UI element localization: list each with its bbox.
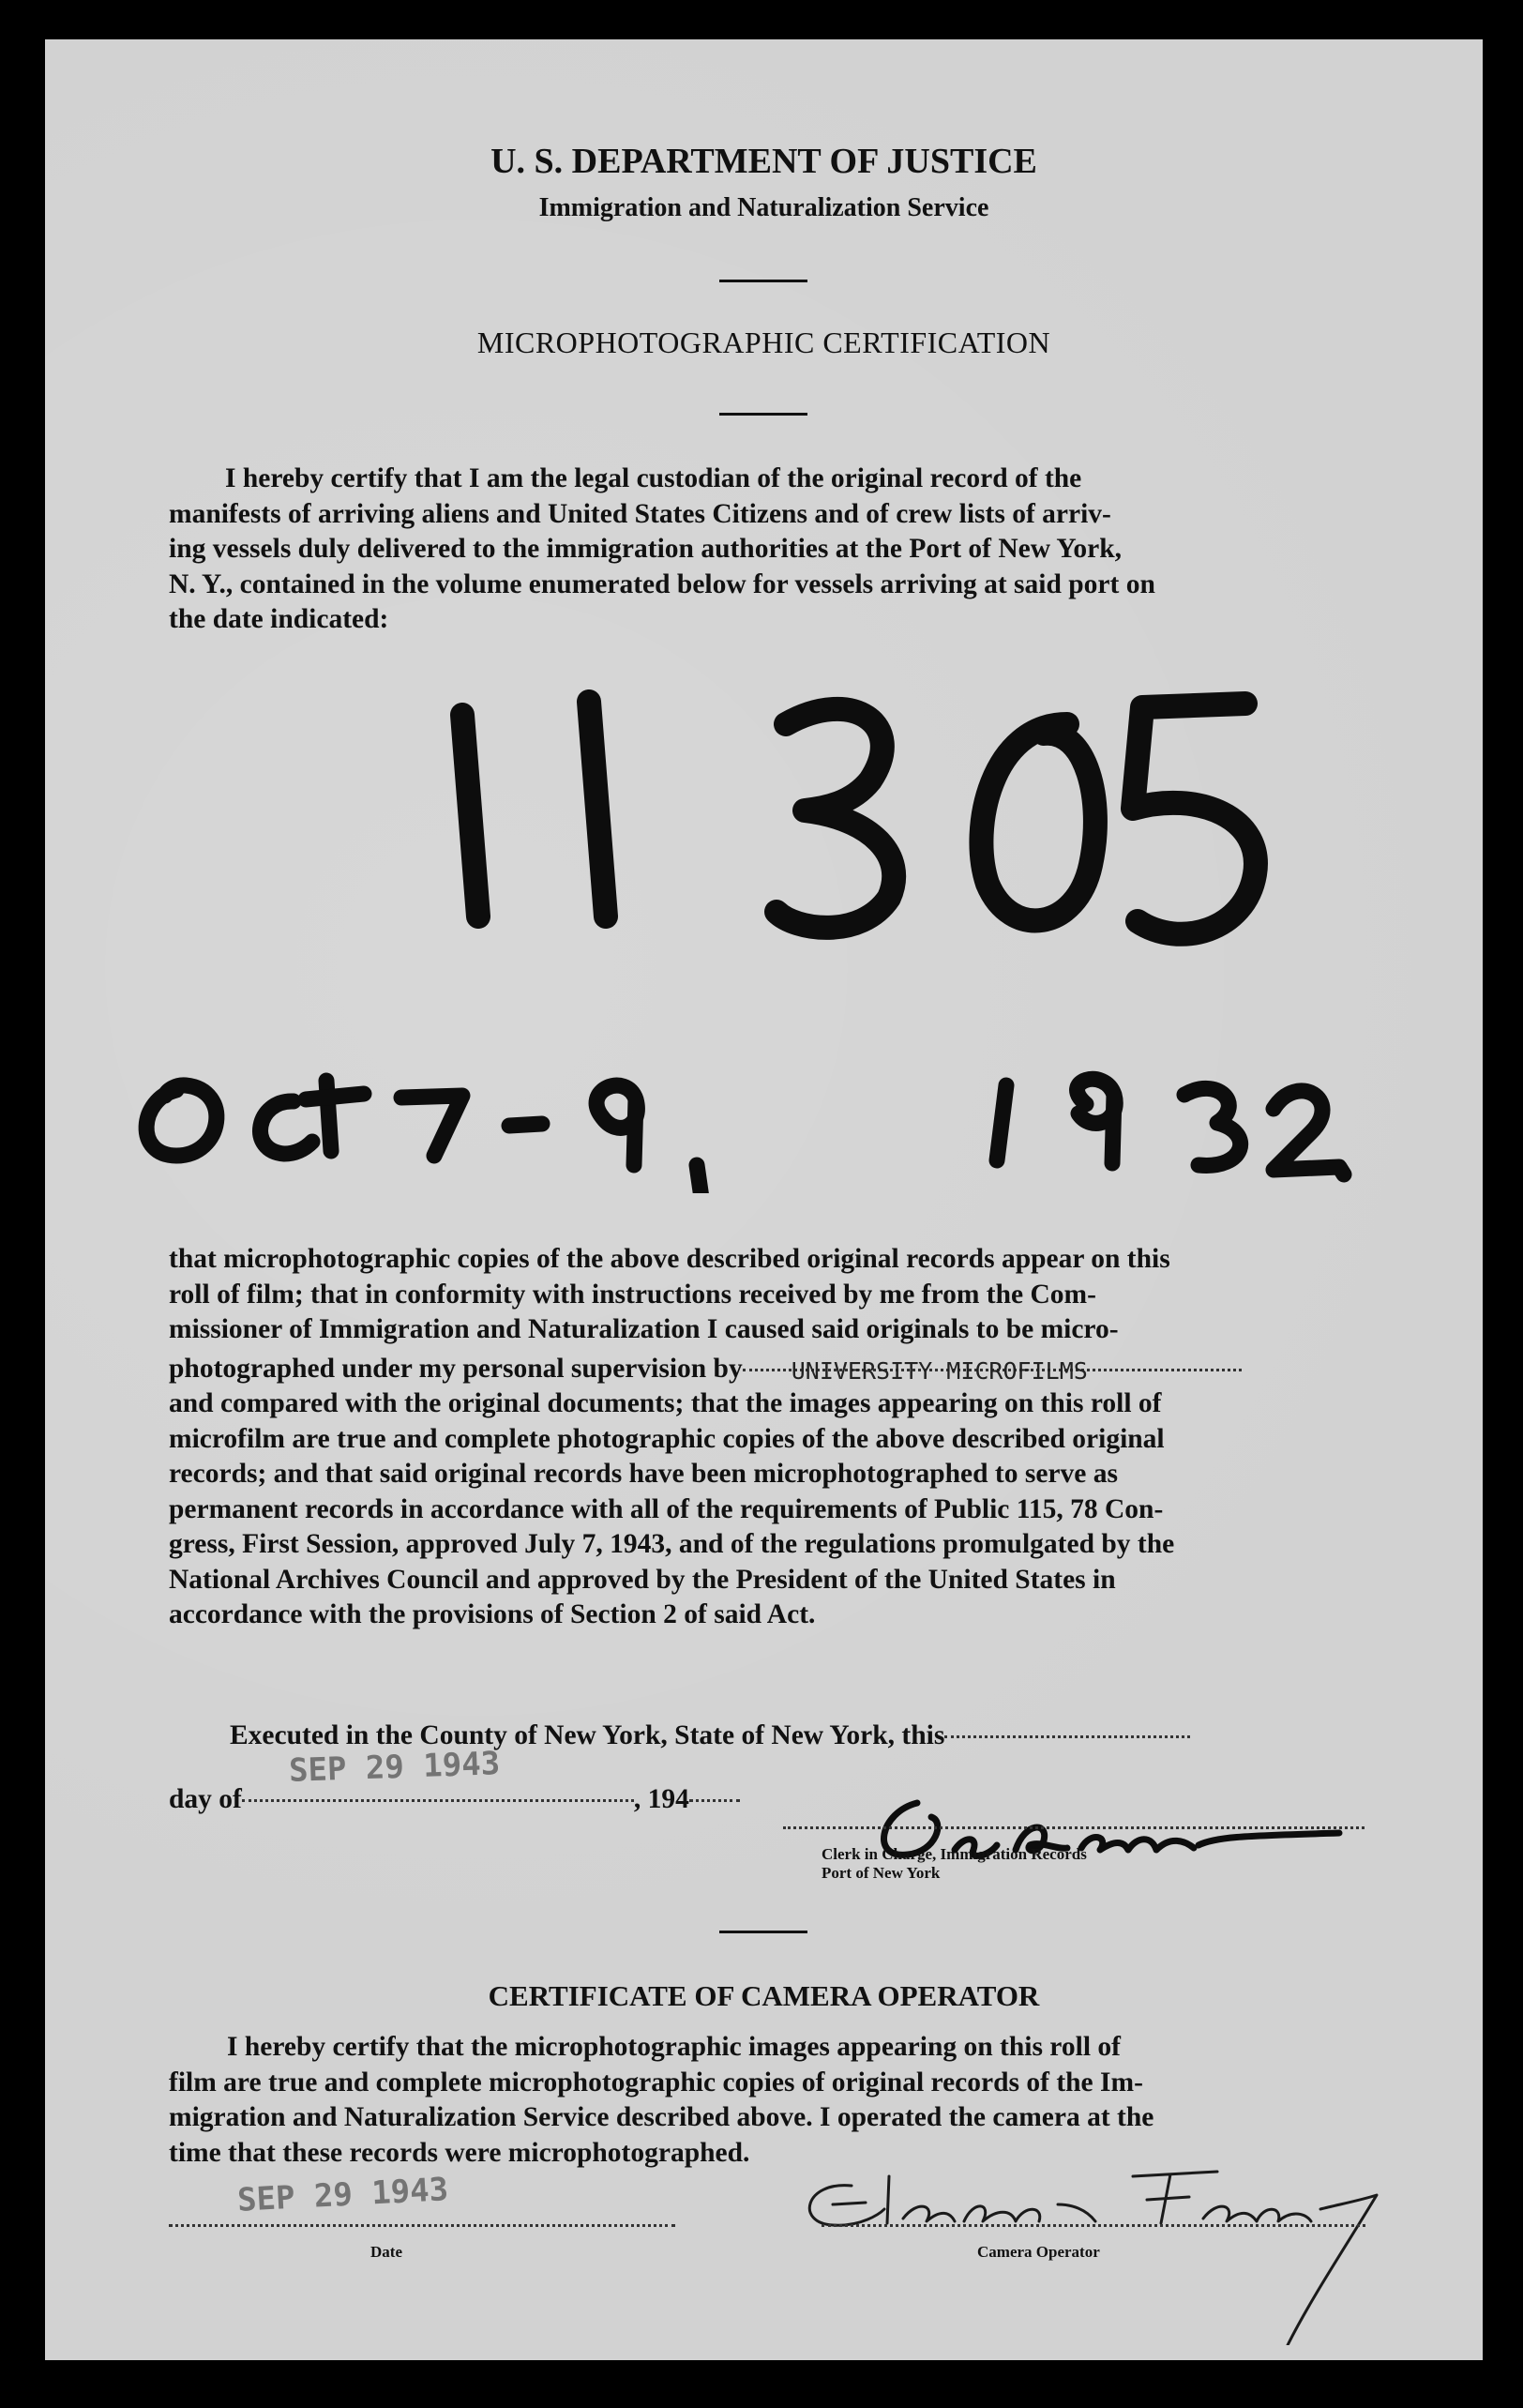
executed-text: Executed in the County of New York, State of New York, this <box>230 1720 945 1750</box>
year-suffix-field <box>689 1799 740 1802</box>
camera-paragraph <box>169 2030 1362 2171</box>
body-line: that microphotographic copies of the above described original records appear on this <box>169 1244 1170 1274</box>
date-signature-line <box>169 2224 675 2227</box>
intro-line: ing vessels duly delivered to the immigration authorities at the Port of New York, <box>169 534 1123 564</box>
supervision-label: photographed under my personal supervision by <box>169 1353 743 1384</box>
header-divider <box>719 280 807 282</box>
camera-line: migration and Naturalization Service described above. I operated the camera at the <box>169 2102 1154 2132</box>
operator-label: Camera Operator <box>977 2243 1100 2261</box>
body-line: National Archives Council and approved by the President of the United States in <box>169 1564 1116 1595</box>
supervision-line <box>169 1352 1362 1387</box>
supervision-field <box>743 1356 1242 1385</box>
body-line: microfilm are true and complete photographic copies of the above described original <box>169 1423 1165 1454</box>
service-subheading: Immigration and Naturalization Service <box>538 193 989 222</box>
handwritten-date <box>45 1015 1483 1193</box>
body-line: and compared with the original documents; that the images appearing on this roll of <box>169 1388 1162 1418</box>
body-line: gress, First Session, approved July 7, 1943, and of the regulations promulgated by the <box>169 1529 1175 1559</box>
day-of-line <box>169 1782 919 1818</box>
title-divider <box>719 413 807 416</box>
body-line: permanent records in accordance with all of the requirements of Public 115, 78 Con- <box>169 1493 1164 1524</box>
supervision-value: UNIVERSITY MICROFILMS <box>791 1356 1088 1385</box>
intro-line: I hereby certify that I am the legal custodian of the original record of the <box>225 463 1082 493</box>
body-line: missioner of Immigration and Naturalization I caused said originals to be micro- <box>169 1314 1119 1344</box>
intro-line: the date indicated: <box>169 604 389 634</box>
intro-line: N. Y., contained in the volume enumerated below for vessels arriving at said port on <box>169 568 1155 599</box>
handwritten-volume-number <box>45 640 1483 1034</box>
intro-line: manifests of arriving aliens and United States Citizens and of crew lists of arriv- <box>169 498 1111 529</box>
date-label: Date <box>370 2243 402 2261</box>
department-heading: U. S. DEPARTMENT OF JUSTICE <box>490 142 1037 181</box>
camera-certificate-title: CERTIFICATE OF CAMERA OPERATOR <box>488 1979 1040 2012</box>
camera-date-stamp: SEP 29 1943 <box>236 2171 450 2219</box>
body-line: records; and that said original records have been microphotographed to serve as <box>169 1459 1118 1489</box>
clerk-title: Clerk in Charge, Immigration Records <box>822 1845 1087 1863</box>
year-prefix: , 194 <box>633 1784 689 1814</box>
day-of-field <box>242 1799 634 1802</box>
camera-line: I hereby certify that the microphotographic images appearing on this roll of <box>227 2032 1121 2062</box>
intro-paragraph <box>169 462 1362 638</box>
clerk-port: Port of New York <box>822 1864 941 1882</box>
body-paragraph <box>169 1242 1362 1633</box>
day-of-label: day of <box>169 1784 242 1814</box>
camera-line: time that these records were microphotographed. <box>169 2137 750 2168</box>
camera-line: film are true and complete microphotographic copies of original records of the Im- <box>169 2067 1143 2098</box>
body-line: accordance with the provisions of Section 2 of said Act. <box>169 1599 816 1629</box>
executed-day-field <box>944 1735 1190 1738</box>
operator-signature-line <box>822 2224 1365 2227</box>
certification-title: MICROPHOTOGRAPHIC CERTIFICATION <box>476 326 1051 359</box>
clerk-signature-line <box>783 1826 1365 1829</box>
date-stamp: SEP 29 1943 <box>288 1745 501 1790</box>
certificate-sheet <box>45 39 1483 2360</box>
body-line: roll of film; that in conformity with instructions received by me from the Com- <box>169 1279 1096 1310</box>
section-divider <box>719 1931 807 1933</box>
